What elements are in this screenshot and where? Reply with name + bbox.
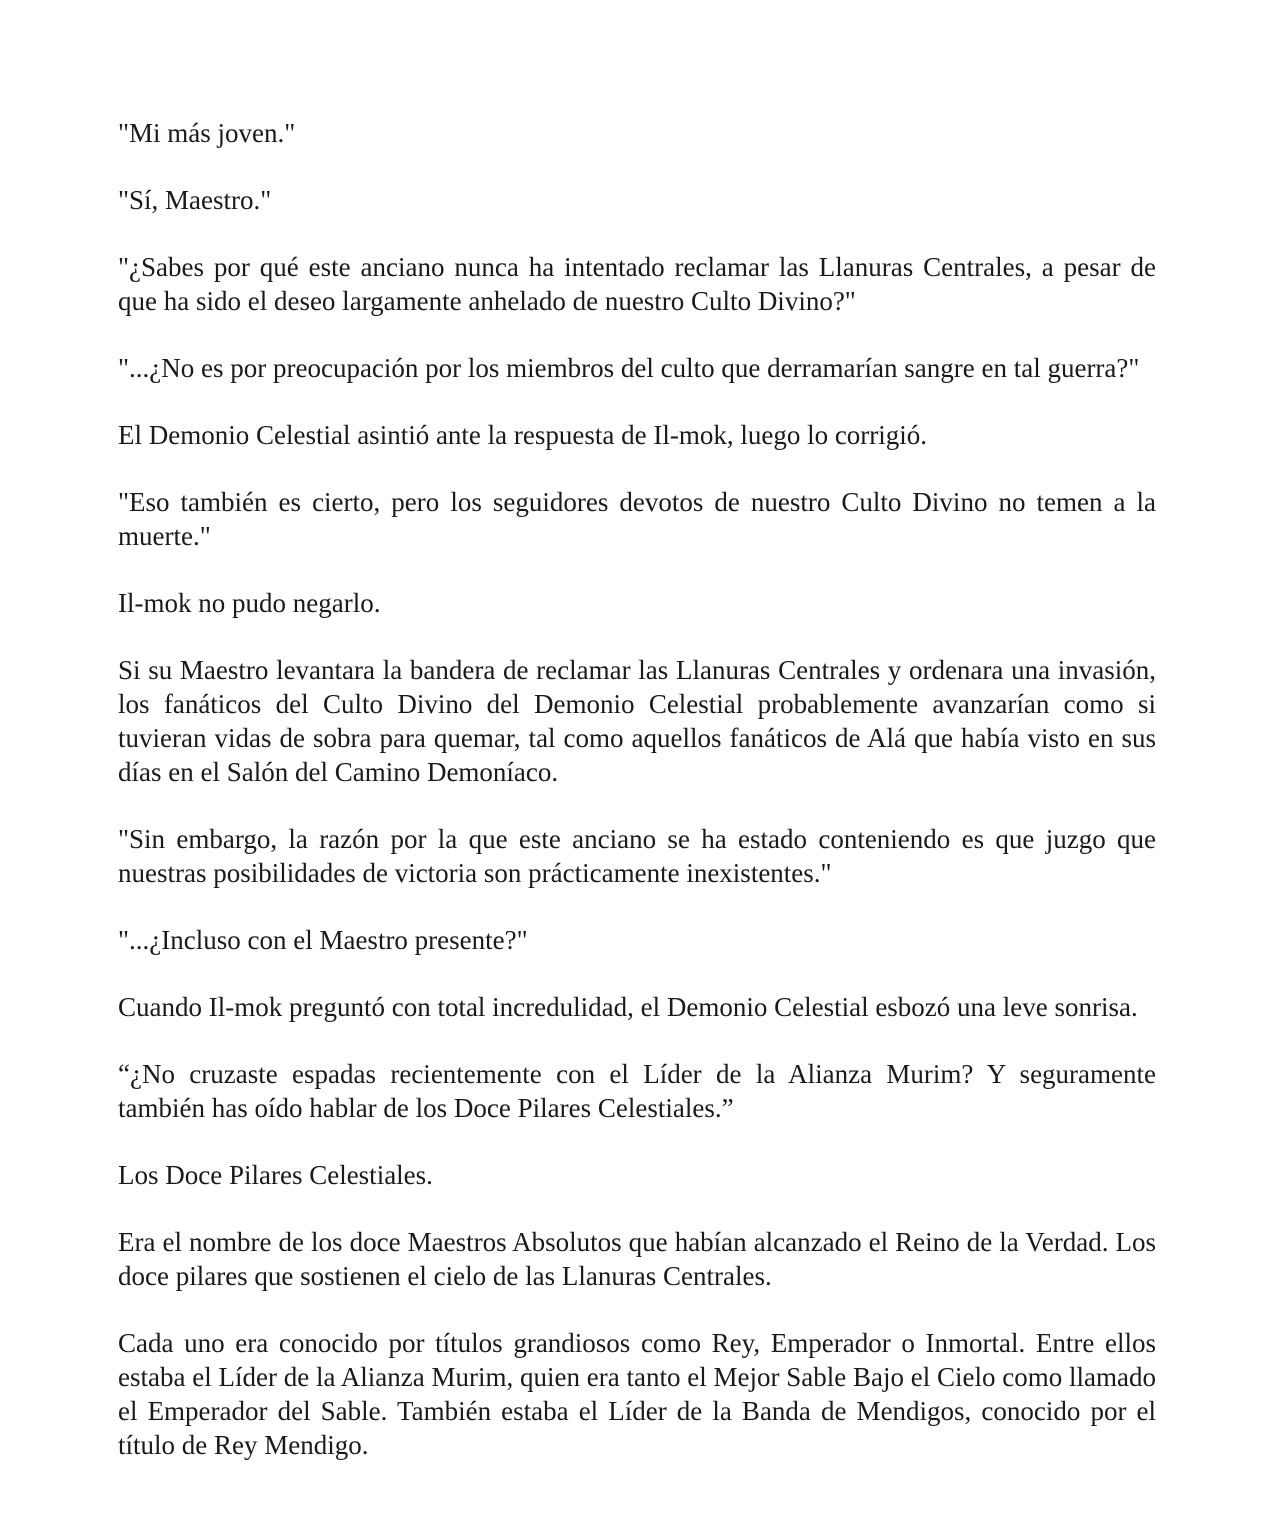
paragraph-3: "¿Sabes por qué este anciano nunca ha intentado reclamar las Llanuras Centrales, a pesar de que ha sido el deseo largamente anhelado de nuestro Culto Divino?" [118,252,1156,316]
paragraph-12: “¿No cruzaste espadas recientemente con el Líder de la Alianza Murim? Y seguramente también has oído hablar de los Doce Pilares Celestiales.” [118,1059,1156,1123]
document-page [118,116,1156,1495]
paragraph-11: Cuando Il-mok preguntó con total incredulidad, el Demonio Celestial esbozó una leve sonrisa. [118,992,1138,1022]
paragraph-1: "Mi más joven." [118,118,296,148]
paragraph-9: "Sin embargo, la razón por la que este anciano se ha estado conteniendo es que juzgo que nuestras posibilidades de victoria son prácticamente inexistentes." [118,824,1156,888]
paragraph-6: "Eso también es cierto, pero los seguidores devotos de nuestro Culto Divino no temen a la muerte." [118,487,1156,551]
paragraph-13: Los Doce Pilares Celestiales. [118,1160,433,1190]
paragraph-15: Cada uno era conocido por títulos grandiosos como Rey, Emperador o Inmortal. Entre ellos estaba el Líder de la Alianza Murim, quien era tanto el Mejor Sable Bajo el Cielo como llamado el Emperador del Sable. También estaba el Líder de la Banda de Mendigos, conocido por el título de Rey Mendigo. [118,1328,1156,1460]
paragraph-5: El Demonio Celestial asintió ante la respuesta de Il-mok, luego lo corrigió. [118,420,928,450]
paragraph-14: Era el nombre de los doce Maestros Absolutos que habían alcanzado el Reino de la Verdad. Los doce pilares que sostienen el cielo de las Llanuras Centrales. [118,1227,1156,1291]
paragraph-2: "Sí, Maestro." [118,185,272,215]
paragraph-10: "...¿Incluso con el Maestro presente?" [118,925,528,955]
paragraph-8: Si su Maestro levantara la bandera de reclamar las Llanuras Centrales y ordenara una invasión, los fanáticos del Culto Divino del Demonio Celestial probablemente avanzarían como si tuvieran vidas de sobra para quemar, tal como aquellos fanáticos de Alá que había visto en sus días en el Salón del Camino Demoníaco. [118,655,1156,787]
paragraph-7: Il-mok no pudo negarlo. [118,588,381,618]
paragraph-4: "...¿No es por preocupación por los miembros del culto que derramarían sangre en tal guerra?" [118,353,1140,383]
